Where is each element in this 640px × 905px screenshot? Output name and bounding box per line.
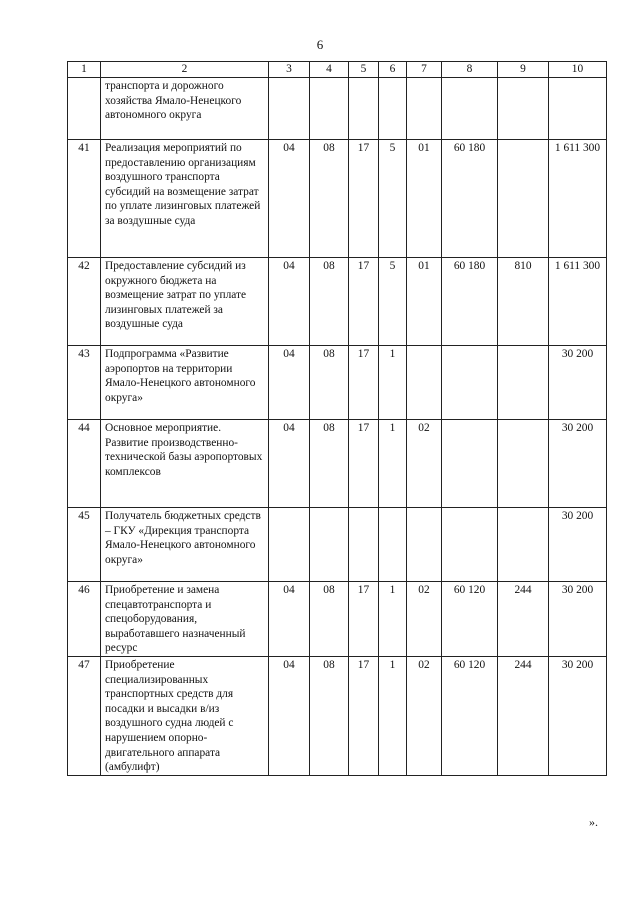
cell-9: 244 [498,656,549,775]
cell-9: 810 [498,258,549,346]
table-row [68,582,607,657]
cell-4: 08 [310,656,349,775]
column-header: 4 [310,62,349,78]
row-number: 46 [68,582,101,657]
cell-7 [407,78,442,140]
cell-8 [442,420,498,508]
row-name: Подпрограмма «Развитие аэропортов на территории Ямало-Ненецкого автономного округа» [101,346,269,420]
row-name: Приобретение специализированных транспортных средств для посадки и высадки в/из воздушного судна людей с нарушением опорно-двигательного аппарата (амбулифт) [101,656,269,775]
table-row [68,656,607,775]
cell-8 [442,508,498,582]
cell-10: 30 200 [549,582,607,657]
row-name: Реализация мероприятий по предоставлению организациям воздушного транспорта субсидий на возмещение затрат по уплате лизинговых платежей за воздушные суда [101,140,269,258]
budget-table [67,61,607,776]
cell-7: 01 [407,140,442,258]
cell-7: 02 [407,420,442,508]
row-number [68,78,101,140]
table-row [68,78,607,140]
cell-9 [498,346,549,420]
header-row [68,62,607,78]
cell-4 [310,78,349,140]
table-row [68,420,607,508]
column-header: 10 [549,62,607,78]
cell-5: 17 [349,656,379,775]
cell-3: 04 [269,258,310,346]
cell-7 [407,508,442,582]
row-name: транспорта и дорожного хозяйства Ямало-Ненецкого автономного округа [101,78,269,140]
cell-7: 02 [407,656,442,775]
cell-10: 30 200 [549,346,607,420]
cell-4: 08 [310,258,349,346]
cell-6: 1 [379,420,407,508]
row-number: 42 [68,258,101,346]
cell-5: 17 [349,346,379,420]
cell-3: 04 [269,346,310,420]
cell-10: 30 200 [549,508,607,582]
table-row [68,258,607,346]
cell-5: 17 [349,582,379,657]
column-header: 3 [269,62,310,78]
cell-3 [269,508,310,582]
cell-10: 30 200 [549,420,607,508]
cell-6: 1 [379,582,407,657]
table-row [68,346,607,420]
column-header: 7 [407,62,442,78]
cell-9 [498,78,549,140]
cell-8: 60 180 [442,140,498,258]
cell-8 [442,346,498,420]
table-row [68,508,607,582]
cell-5: 17 [349,140,379,258]
cell-8: 60 120 [442,582,498,657]
cell-9: 244 [498,582,549,657]
cell-10: 1 611 300 [549,258,607,346]
cell-3: 04 [269,582,310,657]
row-name: Основное мероприятие. Развитие производственно-технической базы аэропортовых комплексов [101,420,269,508]
cell-3 [269,78,310,140]
closing-quote-mark: ». [589,815,598,829]
page-number: 6 [316,37,324,52]
row-number: 45 [68,508,101,582]
cell-7: 01 [407,258,442,346]
column-header: 8 [442,62,498,78]
cell-5: 17 [349,420,379,508]
cell-4: 08 [310,420,349,508]
row-number: 44 [68,420,101,508]
cell-3: 04 [269,140,310,258]
column-header: 6 [379,62,407,78]
row-number: 43 [68,346,101,420]
row-name: Приобретение и замена спецавтотранспорта и спецоборудования, выработавшего назначенный ресурс [101,582,269,657]
cell-10 [549,78,607,140]
cell-8 [442,78,498,140]
cell-5: 17 [349,258,379,346]
cell-9 [498,420,549,508]
column-header: 2 [101,62,269,78]
row-name: Получатель бюджетных средств – ГКУ «Дирекция транспорта Ямало-Ненецкого автономного округа» [101,508,269,582]
cell-6: 1 [379,656,407,775]
cell-7: 02 [407,582,442,657]
cell-6 [379,508,407,582]
cell-7 [407,346,442,420]
cell-6: 5 [379,258,407,346]
cell-8: 60 180 [442,258,498,346]
row-number: 41 [68,140,101,258]
cell-6: 1 [379,346,407,420]
column-header: 1 [68,62,101,78]
cell-8: 60 120 [442,656,498,775]
cell-3: 04 [269,656,310,775]
table-row [68,140,607,258]
cell-4: 08 [310,346,349,420]
cell-4: 08 [310,582,349,657]
cell-3: 04 [269,420,310,508]
cell-5 [349,78,379,140]
row-number: 47 [68,656,101,775]
cell-4 [310,508,349,582]
cell-10: 30 200 [549,656,607,775]
cell-4: 08 [310,140,349,258]
column-header: 9 [498,62,549,78]
cell-10: 1 611 300 [549,140,607,258]
row-name: Предоставление субсидий из окружного бюджета на возмещение затрат по уплате лизинговых платежей за воздушные суда [101,258,269,346]
column-header: 5 [349,62,379,78]
cell-6: 5 [379,140,407,258]
cell-5 [349,508,379,582]
cell-9 [498,508,549,582]
cell-9 [498,140,549,258]
cell-6 [379,78,407,140]
